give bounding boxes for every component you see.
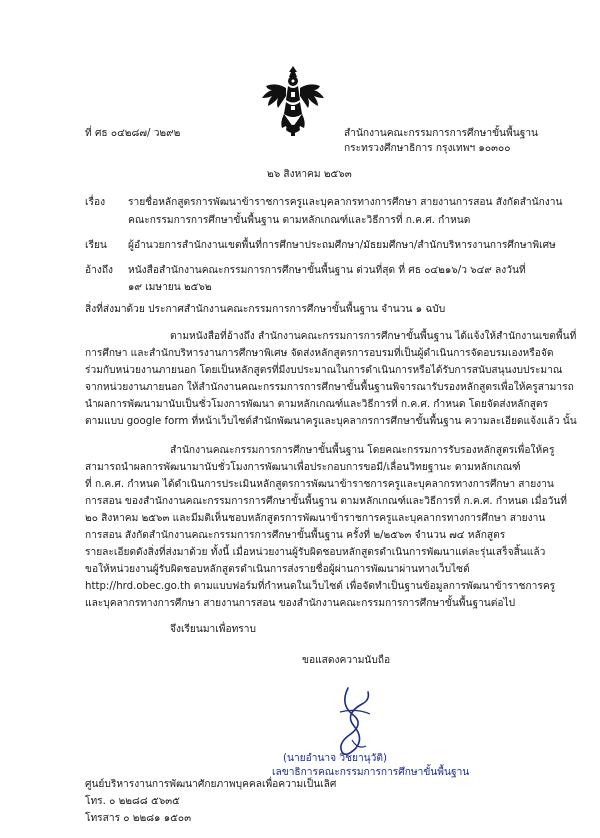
paragraph-1-line: จากหน่วยงานภายนอก ให้สำนักงานคณะกรรมการการศึกษาขั้นพื้นฐานพิจารณารับรองหลักสูตรเพื่อให้ครูสามารถ (85, 382, 574, 393)
paragraph-2-line: ขอให้หน่วยงานผู้รับผิดชอบหลักสูตรดำเนินการส่งรายชื่อผู้ผ่านการพัฒนาผ่านทางเว็บไซต์ (85, 564, 470, 575)
subject-line-1: รายชื่อหลักสูตรการพัฒนาข้าราชการครูและบุคลากรทางการศึกษา สายงานการสอน สังกัดสำนักงาน (128, 197, 563, 208)
closing-line: จึงเรียนมาเพื่อทราบ (170, 624, 256, 635)
signatory-name: (นายอำนาจ วิชยานุวัติ) (283, 753, 387, 764)
paragraph-1-line: ตามแบบ google form ที่หน้าเว็บไซต์สำนักพัฒนาครูและบุคลากรการศึกษาขั้นพื้นฐาน ความละเอียดแจ้งแล้ว นั้น (85, 416, 577, 427)
letter-date: ๒๖ สิงหาคม ๒๕๖๓ (267, 169, 352, 180)
paragraph-1-line: การศึกษา และสำนักบริหารงานการศึกษาพิเศษ จัดส่งหลักสูตรการอบรมที่เป็นผู้ดำเนินการจัดอบรมเองหรือจัด (85, 348, 554, 359)
enclosure: สิ่งที่ส่งมาด้วย ประกาศสำนักงานคณะกรรมการการศึกษาขั้นพื้นฐาน จำนวน ๑ ฉบับ (85, 304, 446, 315)
subject-label: เรื่อง (85, 197, 106, 208)
issuer-address: กระทรวงศึกษาธิการ กรุงเทพฯ ๑๐๓๐๐ (344, 143, 511, 154)
reference-number: ที่ ศธ ๐๔๒๘๗/ ว๒๙๒ (85, 128, 181, 139)
paragraph-2-line: สำนักงานคณะกรรมการการศึกษาขั้นพื้นฐาน โดยคณะกรรมการรับรองหลักสูตรเพื่อให้ครู (170, 445, 555, 456)
paragraph-2-line: ที่ ก.ค.ศ. กำหนด ได้ดำเนินการประเมินหลักสูตรการพัฒนาข้าราชการครูและบุคลากรทางการศึกษา สายงาน (85, 479, 554, 490)
footer-telephone: โทร. ๐ ๒๒๘๘ ๕๖๓๕ (85, 796, 180, 807)
recipient: ผู้อำนวยการสำนักงานเขตพื้นที่การศึกษาประถมศึกษา/มัธยมศึกษา/สำนักบริหารงานการศึกษาพิเศษ (128, 240, 556, 251)
garuda-emblem-icon (258, 64, 328, 138)
regards: ขอแสดงความนับถือ (302, 655, 391, 666)
reference-line-1: หนังสือสำนักงานคณะกรรมการการศึกษาขั้นพื้นฐาน ด่วนที่สุด ที่ ศธ ๐๔๒๑๖/ว ๖๔๙ ลงวันที่ (128, 265, 526, 276)
recipient-label: เรียน (85, 240, 107, 251)
footer-fax: โทรสาร ๐ ๒๒๘๑ ๑๕๐๓ (85, 813, 192, 824)
subject-line-2: คณะกรรมการการศึกษาขั้นพื้นฐาน ตามหลักเกณฑ์และวิธีการที่ ก.ค.ศ. กำหนด (128, 215, 471, 226)
paragraph-2-line: http://hrd.obec.go.th ตามแบบฟอร์มที่กำหนดในเว็บไซต์ เพื่อจัดทำเป็นฐานข้อมูลการพัฒนาข้าราชการครู (85, 581, 556, 592)
signatory-position: เลขาธิการคณะกรรมการการศึกษาขั้นพื้นฐาน (272, 767, 470, 778)
issuer-name: สำนักงานคณะกรรมการการศึกษาขั้นพื้นฐาน (344, 128, 539, 139)
paragraph-2-line: สามารถนำผลการพัฒนามานับชั่วโมงการพัฒนาเพื่อประกอบการขอมี/เลื่อนวิทยฐานะ ตามหลักเกณฑ์ (85, 462, 521, 473)
paragraph-1-line: ตามหนังสือที่อ้างถึง สำนักงานคณะกรรมการการศึกษาขั้นพื้นฐาน ได้แจ้งให้สำนักงานเขตพื้นที่ (170, 331, 577, 342)
paragraph-2-line: และบุคลากรทางการศึกษา สายงานการสอน ของสำนักงานคณะกรรมการการศึกษาขั้นพื้นฐานต่อไป (85, 598, 516, 609)
paragraph-2-line: การสอน ของสำนักงานคณะกรรมการการศึกษาขั้นพื้นฐาน ตามหลักเกณฑ์และวิธีการที่ ก.ค.ศ. กำหนด เมื่อวันที่ (85, 496, 568, 507)
paragraph-2-line: การสอน สังกัดสำนักงานคณะกรรมการการศึกษาขั้นพื้นฐาน ครั้งที่ ๒/๒๕๖๓ จำนวน ๗๔ หลักสูตร (85, 530, 506, 541)
reference-line-2: ๑๙ เมษายน ๒๕๖๒ (128, 282, 212, 293)
paragraph-2-line: รายละเอียดดังสิ่งที่ส่งมาด้วย ทั้งนี้ เมื่อหน่วยงานผู้รับผิดชอบหลักสูตรดำเนินการพัฒนาแต่ละรุ่นเสร็จสิ้นแล้ว (85, 547, 546, 558)
paragraph-1-line: นำผลการพัฒนามานับเป็นชั่วโมงการพัฒนา ตามหลักเกณฑ์และวิธีการที่ ก.ค.ศ. กำหนด โดยจัดส่งหลักสูตร (85, 399, 548, 410)
reference-label: อ้างถึง (85, 265, 113, 276)
footer-unit: ศูนย์บริหารงานการพัฒนาศักยภาพบุคคลเพื่อความเป็นเลิศ (85, 779, 337, 790)
paragraph-1-line: ร่วมกับหน่วยงานภายนอก โดยเป็นหลักสูตรที่มีงบประมาณในการดำเนินการหรือได้รับการสนับสนุนงบประมาณ (85, 365, 563, 376)
paragraph-2-line: ๒๐ สิงหาคม ๒๕๖๓ และมีมติเห็นชอบหลักสูตรการพัฒนาข้าราชการครูและบุคลากรทางการศึกษา สายงาน (85, 513, 546, 524)
handwritten-signature (300, 682, 410, 762)
